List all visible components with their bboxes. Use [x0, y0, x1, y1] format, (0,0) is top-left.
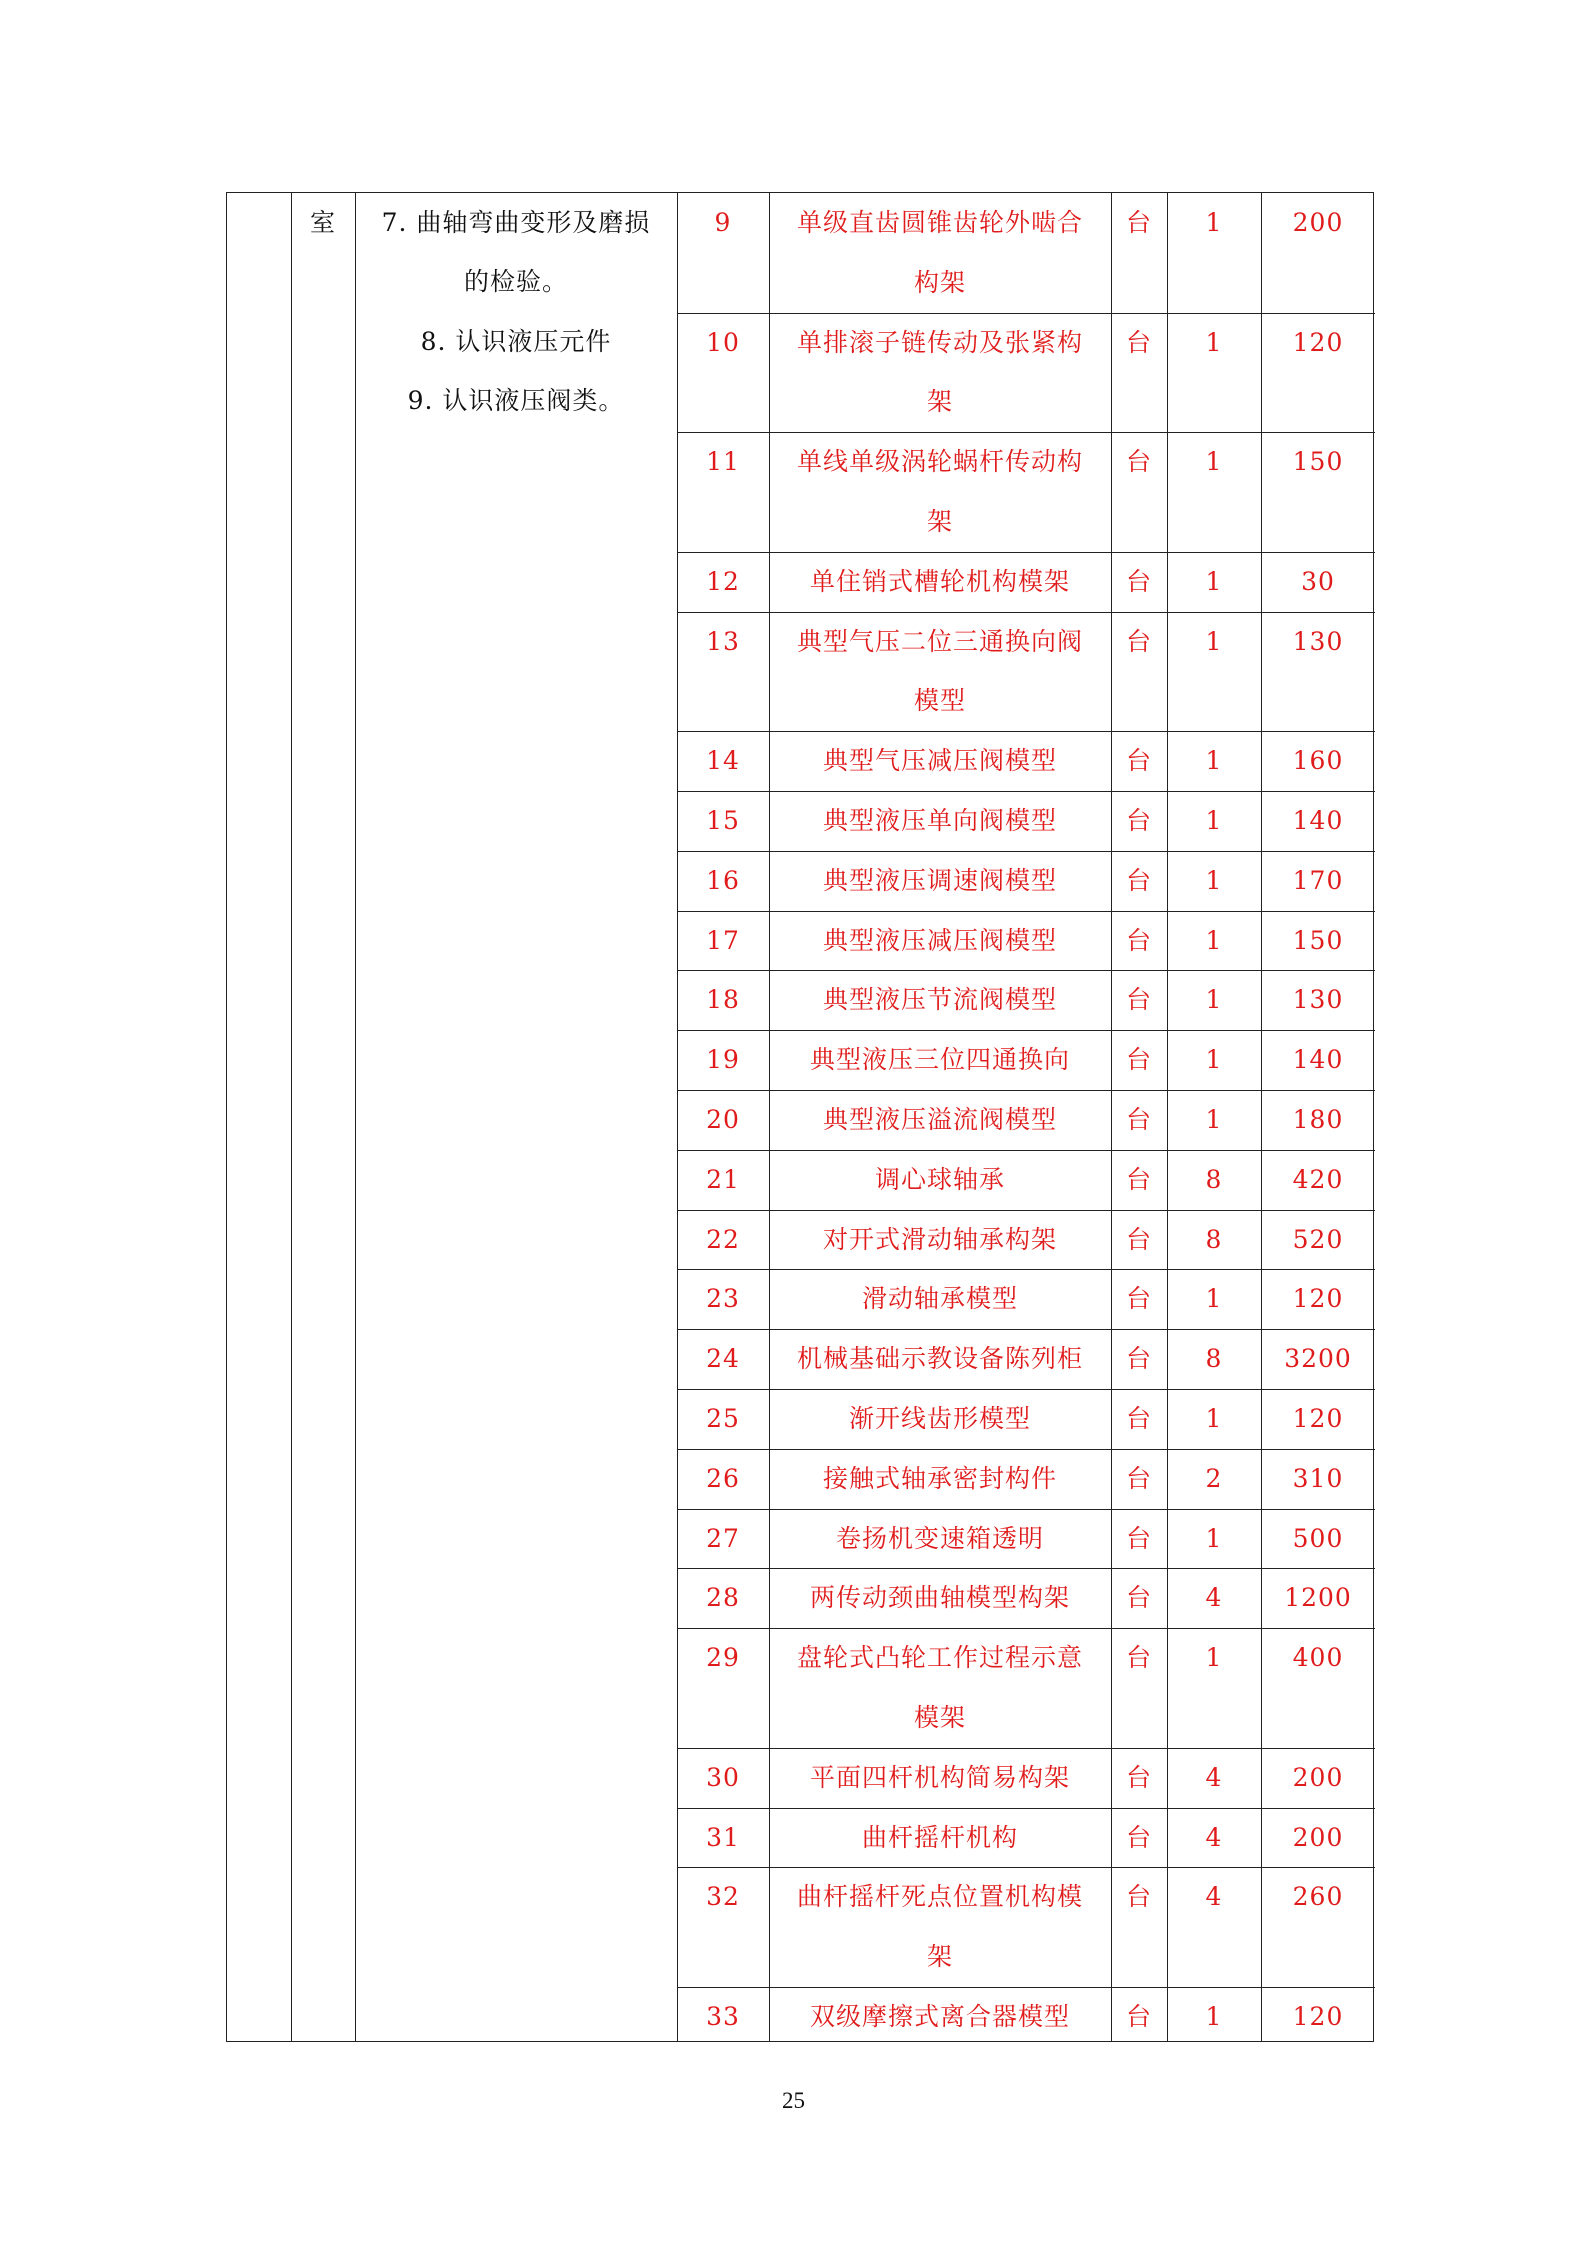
row-21-unit-cell — [1111, 1150, 1167, 1210]
row-18-price-cell — [1261, 970, 1375, 1030]
row-11-qty: 1 — [1205, 447, 1223, 477]
row-14-no-cell — [677, 731, 769, 791]
row-15-unit-cell — [1111, 791, 1167, 851]
row-32-qty: 4 — [1205, 1882, 1223, 1912]
row-14-price-cell — [1261, 731, 1375, 791]
row-21-no-cell — [677, 1150, 769, 1210]
row-32-name-cell — [769, 1867, 1111, 1987]
row-11-name-cell — [769, 432, 1111, 552]
row-20-no: 20 — [706, 1105, 740, 1134]
row-31-name-cell — [769, 1808, 1111, 1868]
row-23-qty-cell — [1167, 1269, 1261, 1329]
row-12-no: 12 — [706, 566, 740, 596]
row-31-no-cell — [677, 1808, 769, 1868]
row-30-price-cell — [1261, 1748, 1375, 1808]
row-21-qty-cell — [1167, 1150, 1261, 1210]
row-10-price-cell — [1261, 313, 1375, 433]
row-33-price-cell — [1261, 1987, 1375, 2047]
row-25-qty: 1 — [1205, 1404, 1223, 1433]
row-13-price: 130 — [1292, 626, 1344, 656]
row-30-no: 30 — [706, 1762, 740, 1792]
row-23-price: 120 — [1292, 1284, 1344, 1314]
column-divider — [291, 193, 292, 2041]
row-14-name-cell — [769, 731, 1111, 791]
row-20-unit-cell — [1111, 1090, 1167, 1150]
row-22-price-cell — [1261, 1210, 1375, 1270]
row-14-unit-cell — [1111, 731, 1167, 791]
row-10-no-cell — [677, 313, 769, 433]
row-9-qty: 1 — [1205, 208, 1223, 237]
row-10-no: 10 — [706, 327, 740, 357]
row-33-qty: 1 — [1205, 2002, 1223, 2031]
row-13-unit: 台 — [1125, 626, 1152, 656]
row-17-price-cell — [1261, 911, 1375, 971]
row-11-unit-cell — [1111, 432, 1167, 552]
task-line-3: 8. 认识液压元件 — [420, 327, 612, 356]
row-21-price-cell — [1261, 1150, 1375, 1210]
row-11-name-line: 架 — [926, 506, 953, 536]
row-9-unit: 台 — [1125, 208, 1152, 237]
row-15-no-cell — [677, 791, 769, 851]
row-28-name-cell — [769, 1568, 1111, 1628]
row-14-no: 14 — [706, 746, 740, 776]
row-22-price: 520 — [1292, 1224, 1344, 1254]
row-21-name-cell — [769, 1150, 1111, 1210]
row-22-name-line: 对开式滑动轴承构架 — [822, 1224, 1057, 1254]
row-18-price: 130 — [1292, 985, 1344, 1015]
row-32-unit: 台 — [1125, 1882, 1152, 1912]
row-18-unit: 台 — [1125, 985, 1152, 1015]
row-24-price-cell — [1261, 1329, 1375, 1389]
row-31-price: 200 — [1292, 1822, 1344, 1852]
row-14-qty: 1 — [1205, 746, 1223, 776]
row-22-qty: 8 — [1205, 1224, 1223, 1254]
row-19-name-cell — [769, 1030, 1111, 1090]
row-10-name-line: 架 — [926, 387, 953, 417]
row-23-no-cell — [677, 1269, 769, 1329]
row-29-price-cell — [1261, 1628, 1375, 1748]
row-19-unit-cell — [1111, 1030, 1167, 1090]
row-22-name-cell — [769, 1210, 1111, 1270]
row-22-unit-cell — [1111, 1210, 1167, 1270]
row-33-name-line: 双级摩擦式离合器模型 — [809, 2002, 1070, 2031]
row-32-unit-cell — [1111, 1867, 1167, 1987]
row-25-qty-cell — [1167, 1389, 1261, 1449]
row-20-unit: 台 — [1125, 1105, 1152, 1134]
row-11-price-cell — [1261, 432, 1375, 552]
row-21-price: 420 — [1292, 1164, 1344, 1194]
row-20-price: 180 — [1292, 1105, 1344, 1134]
row-31-price-cell — [1261, 1808, 1375, 1868]
row-24-name-cell — [769, 1329, 1111, 1389]
row-15-price: 140 — [1292, 806, 1344, 835]
row-14-qty-cell — [1167, 731, 1261, 791]
row-32-price-cell — [1261, 1867, 1375, 1987]
row-24-name-line: 机械基础示教设备陈列柜 — [796, 1344, 1083, 1374]
column-divider — [355, 193, 356, 2041]
row-23-name-line: 滑动轴承模型 — [861, 1284, 1018, 1314]
row-23-unit-cell — [1111, 1269, 1167, 1329]
row-29-no-cell — [677, 1628, 769, 1748]
row-22-no-cell — [677, 1210, 769, 1270]
row-25-unit-cell — [1111, 1389, 1167, 1449]
row-23-unit: 台 — [1125, 1284, 1152, 1314]
row-28-name-line: 两传动颈曲轴模型构架 — [809, 1583, 1070, 1613]
row-29-unit: 台 — [1125, 1643, 1152, 1673]
row-33-name-cell — [769, 1987, 1111, 2047]
row-10-unit: 台 — [1125, 327, 1152, 357]
row-13-price-cell — [1261, 612, 1375, 732]
row-17-price: 150 — [1292, 925, 1344, 955]
row-22-unit: 台 — [1125, 1224, 1152, 1254]
row-29-name-line: 盘轮式凸轮工作过程示意 — [796, 1643, 1083, 1673]
row-12-name-cell — [769, 552, 1111, 612]
row-22-qty-cell — [1167, 1210, 1261, 1270]
row-27-no: 27 — [706, 1523, 740, 1553]
row-16-no: 16 — [706, 865, 740, 895]
row-32-no: 32 — [706, 1882, 740, 1912]
row-14-unit: 台 — [1125, 746, 1152, 776]
row-15-qty-cell — [1167, 791, 1261, 851]
row-11-name-line: 单线单级涡轮蜗杆传动构 — [796, 447, 1083, 477]
row-30-name-line: 平面四杆机构简易构架 — [809, 1762, 1070, 1792]
row-23-qty: 1 — [1205, 1284, 1223, 1314]
row-16-price: 170 — [1292, 865, 1344, 895]
row-23-name-cell — [769, 1269, 1111, 1329]
row-31-unit-cell — [1111, 1808, 1167, 1868]
row-20-qty-cell — [1167, 1090, 1261, 1150]
row-27-price-cell — [1261, 1509, 1375, 1569]
row-13-qty-cell — [1167, 612, 1261, 732]
row-21-name-line: 调心球轴承 — [874, 1164, 1005, 1194]
row-29-qty: 1 — [1205, 1643, 1223, 1673]
row-19-price: 140 — [1292, 1045, 1344, 1075]
row-27-qty: 1 — [1205, 1523, 1223, 1553]
row-16-qty: 1 — [1205, 865, 1223, 895]
row-28-no-cell — [677, 1568, 769, 1628]
row-12-name-line: 单住销式槽轮机构模架 — [809, 566, 1070, 596]
row-11-qty-cell — [1167, 432, 1261, 552]
row-32-name-line: 架 — [926, 1942, 953, 1972]
row-11-unit: 台 — [1125, 447, 1152, 477]
row-31-name-line: 曲杆摇杆机构 — [861, 1822, 1018, 1852]
row-28-price: 1200 — [1284, 1583, 1352, 1613]
row-30-unit: 台 — [1125, 1762, 1152, 1792]
row-15-no: 15 — [706, 806, 740, 835]
row-33-unit: 台 — [1125, 2002, 1152, 2031]
row-16-name-line: 典型液压调速阀模型 — [822, 865, 1057, 895]
row-17-no-cell — [677, 911, 769, 971]
row-20-name-cell — [769, 1090, 1111, 1150]
row-24-qty-cell — [1167, 1329, 1261, 1389]
row-19-no: 19 — [706, 1045, 740, 1075]
row-32-name-line: 曲杆摇杆死点位置机构模 — [796, 1882, 1083, 1912]
room-label: 室 — [309, 208, 336, 237]
row-26-no: 26 — [706, 1463, 740, 1493]
row-19-price-cell — [1261, 1030, 1375, 1090]
row-29-name-line: 模架 — [913, 1702, 966, 1732]
row-25-price-cell — [1261, 1389, 1375, 1449]
row-24-no: 24 — [706, 1344, 740, 1374]
row-10-price: 120 — [1292, 327, 1344, 357]
row-16-price-cell — [1261, 851, 1375, 911]
row-12-no-cell — [677, 552, 769, 612]
row-20-price-cell — [1261, 1090, 1375, 1150]
row-18-qty-cell — [1167, 970, 1261, 1030]
row-33-price: 120 — [1292, 2002, 1344, 2031]
row-21-qty: 8 — [1205, 1164, 1223, 1194]
row-30-price: 200 — [1292, 1762, 1344, 1792]
row-26-name-cell — [769, 1449, 1111, 1509]
row-9-no: 9 — [714, 208, 732, 237]
row-25-name-line: 渐开线齿形模型 — [848, 1404, 1031, 1433]
row-28-price-cell — [1261, 1568, 1375, 1628]
row-12-qty: 1 — [1205, 566, 1223, 596]
row-26-qty-cell — [1167, 1449, 1261, 1509]
row-31-no: 31 — [706, 1822, 740, 1852]
row-28-qty-cell — [1167, 1568, 1261, 1628]
row-26-unit: 台 — [1125, 1463, 1152, 1493]
row-11-no: 11 — [706, 447, 740, 477]
row-15-name-line: 典型液压单向阀模型 — [822, 806, 1057, 835]
row-33-no-cell — [677, 1987, 769, 2047]
row-32-no-cell — [677, 1867, 769, 1987]
row-33-qty-cell — [1167, 1987, 1261, 2047]
task-line-1: 7. 曲轴弯曲变形及磨损 — [381, 208, 651, 237]
task-line-2: 的检验。 — [463, 267, 568, 296]
row-13-unit-cell — [1111, 612, 1167, 732]
row-29-name-cell — [769, 1628, 1111, 1748]
row-27-price: 500 — [1292, 1523, 1344, 1553]
row-10-qty-cell — [1167, 313, 1261, 433]
row-26-qty: 2 — [1205, 1463, 1223, 1493]
row-9-name-line: 单级直齿圆锥齿轮外啮合 — [796, 208, 1083, 237]
row-28-unit-cell — [1111, 1568, 1167, 1628]
task-line-4: 9. 认识液压阀类。 — [407, 386, 625, 415]
row-19-qty: 1 — [1205, 1045, 1223, 1075]
row-18-no-cell — [677, 970, 769, 1030]
row-30-unit-cell — [1111, 1748, 1167, 1808]
row-20-qty: 1 — [1205, 1105, 1223, 1134]
row-27-name-line: 卷扬机变速箱透明 — [835, 1523, 1044, 1553]
row-10-name-line: 单排滚子链传动及张紧构 — [796, 327, 1083, 357]
row-13-name-cell — [769, 612, 1111, 732]
row-13-no: 13 — [706, 626, 740, 656]
row-31-qty: 4 — [1205, 1822, 1223, 1852]
row-9-price: 200 — [1292, 208, 1344, 237]
row-22-no: 22 — [706, 1224, 740, 1254]
row-13-name-line: 典型气压二位三通换向阀 — [796, 626, 1083, 656]
row-29-price: 400 — [1292, 1643, 1344, 1673]
row-26-name-line: 接触式轴承密封构件 — [822, 1463, 1057, 1493]
row-19-unit: 台 — [1125, 1045, 1152, 1075]
row-16-name-cell — [769, 851, 1111, 911]
page-number: 25 — [782, 2088, 805, 2113]
row-30-name-cell — [769, 1748, 1111, 1808]
row-10-unit-cell — [1111, 313, 1167, 433]
row-20-name-line: 典型液压溢流阀模型 — [822, 1105, 1057, 1134]
row-16-no-cell — [677, 851, 769, 911]
row-18-qty: 1 — [1205, 985, 1223, 1015]
row-24-qty: 8 — [1205, 1344, 1223, 1374]
row-18-no: 18 — [706, 985, 740, 1015]
row-16-unit: 台 — [1125, 865, 1152, 895]
row-27-unit-cell — [1111, 1509, 1167, 1569]
row-10-name-cell — [769, 313, 1111, 433]
row-29-unit-cell — [1111, 1628, 1167, 1748]
row-21-no: 21 — [706, 1164, 740, 1194]
row-23-price-cell — [1261, 1269, 1375, 1329]
row-30-no-cell — [677, 1748, 769, 1808]
row-12-price-cell — [1261, 552, 1375, 612]
row-9-unit-cell — [1111, 193, 1167, 313]
row-25-price: 120 — [1292, 1404, 1344, 1433]
row-12-unit: 台 — [1125, 566, 1152, 596]
row-13-no-cell — [677, 612, 769, 732]
row-24-unit-cell — [1111, 1329, 1167, 1389]
row-27-unit: 台 — [1125, 1523, 1152, 1553]
row-11-price: 150 — [1292, 447, 1344, 477]
row-27-qty-cell — [1167, 1509, 1261, 1569]
row-20-no-cell — [677, 1090, 769, 1150]
row-29-no: 29 — [706, 1643, 740, 1673]
row-28-qty: 4 — [1205, 1583, 1223, 1613]
row-25-no-cell — [677, 1389, 769, 1449]
row-15-qty: 1 — [1205, 806, 1223, 835]
row-26-no-cell — [677, 1449, 769, 1509]
row-18-name-cell — [769, 970, 1111, 1030]
row-25-no: 25 — [706, 1404, 740, 1433]
row-24-no-cell — [677, 1329, 769, 1389]
row-14-price: 160 — [1292, 746, 1344, 776]
row-9-no-cell — [677, 193, 769, 313]
row-31-qty-cell — [1167, 1808, 1261, 1868]
row-32-price: 260 — [1292, 1882, 1344, 1912]
row-13-qty: 1 — [1205, 626, 1223, 656]
row-15-name-cell — [769, 791, 1111, 851]
row-17-unit-cell — [1111, 911, 1167, 971]
row-29-qty-cell — [1167, 1628, 1261, 1748]
row-19-name-line: 典型液压三位四通换向 — [809, 1045, 1070, 1075]
row-30-qty-cell — [1167, 1748, 1261, 1808]
row-9-name-cell — [769, 193, 1111, 313]
row-33-no: 33 — [706, 2002, 740, 2031]
row-15-price-cell — [1261, 791, 1375, 851]
row-18-name-line: 典型液压节流阀模型 — [822, 985, 1057, 1015]
row-25-unit: 台 — [1125, 1404, 1152, 1433]
row-24-unit: 台 — [1125, 1344, 1152, 1374]
row-19-no-cell — [677, 1030, 769, 1090]
row-9-price-cell — [1261, 193, 1375, 313]
row-27-name-cell — [769, 1509, 1111, 1569]
row-10-qty: 1 — [1205, 327, 1223, 357]
row-28-unit: 台 — [1125, 1583, 1152, 1613]
row-12-unit-cell — [1111, 552, 1167, 612]
row-11-no-cell — [677, 432, 769, 552]
row-24-price: 3200 — [1284, 1344, 1352, 1374]
row-17-name-cell — [769, 911, 1111, 971]
row-30-qty: 4 — [1205, 1762, 1223, 1792]
row-17-no: 17 — [706, 925, 740, 955]
equipment-table — [226, 192, 1374, 2042]
row-28-no: 28 — [706, 1583, 740, 1613]
row-17-unit: 台 — [1125, 925, 1152, 955]
row-26-price-cell — [1261, 1449, 1375, 1509]
row-31-unit: 台 — [1125, 1822, 1152, 1852]
row-25-name-cell — [769, 1389, 1111, 1449]
row-17-name-line: 典型液压减压阀模型 — [822, 925, 1057, 955]
row-19-qty-cell — [1167, 1030, 1261, 1090]
row-16-unit-cell — [1111, 851, 1167, 911]
row-26-unit-cell — [1111, 1449, 1167, 1509]
row-13-name-line: 模型 — [913, 686, 966, 716]
row-12-qty-cell — [1167, 552, 1261, 612]
row-12-price: 30 — [1301, 566, 1335, 596]
row-9-name-line: 构架 — [913, 267, 966, 297]
row-21-unit: 台 — [1125, 1164, 1152, 1194]
row-18-unit-cell — [1111, 970, 1167, 1030]
row-33-unit-cell — [1111, 1987, 1167, 2047]
row-17-qty: 1 — [1205, 925, 1223, 955]
row-14-name-line: 典型气压减压阀模型 — [822, 746, 1057, 776]
row-17-qty-cell — [1167, 911, 1261, 971]
row-27-no-cell — [677, 1509, 769, 1569]
row-26-price: 310 — [1292, 1463, 1344, 1493]
row-32-qty-cell — [1167, 1867, 1261, 1987]
row-23-no: 23 — [706, 1284, 740, 1314]
row-16-qty-cell — [1167, 851, 1261, 911]
row-15-unit: 台 — [1125, 806, 1152, 835]
row-9-qty-cell — [1167, 193, 1261, 313]
